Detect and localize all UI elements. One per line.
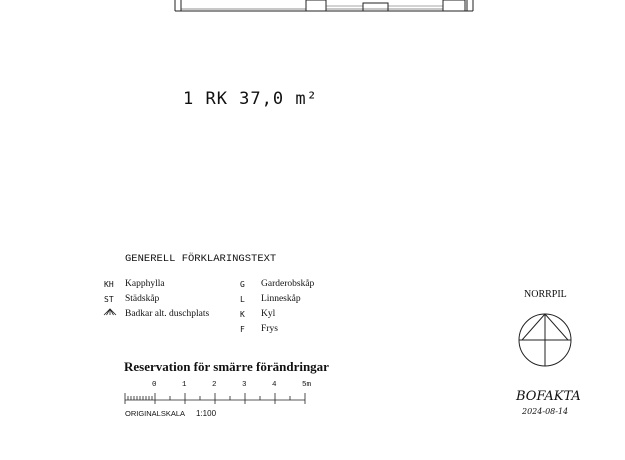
scale-tick-label-2: 2 bbox=[212, 381, 217, 389]
legend-text-frys: Frys bbox=[261, 324, 278, 334]
reservation-note: Reservation för smärre förändringar bbox=[124, 359, 329, 374]
original-scale-label: ORIGINALSKALA bbox=[125, 409, 186, 418]
legend-code-l: L bbox=[240, 295, 245, 304]
scale-tick-label-1: 1 bbox=[182, 381, 187, 389]
original-scale-value: 1:100 bbox=[196, 409, 217, 418]
legend-text-kapphylla: Kapphylla bbox=[125, 279, 165, 289]
legend-text-garderobskap: Garderobskåp bbox=[261, 279, 315, 289]
scale-tick-label-5m: 5m bbox=[302, 381, 312, 389]
brand-date: 2024-08-14 bbox=[522, 407, 569, 416]
legend-code-kh: KH bbox=[104, 280, 114, 289]
scale-tick-label-0: 0 bbox=[152, 381, 157, 389]
legend-title: GENERELL FÖRKLARINGSTEXT bbox=[125, 253, 277, 265]
north-arrow-icon bbox=[516, 312, 574, 368]
brand-logo-text: BOFAKTA bbox=[516, 389, 581, 404]
legend-text-badkar: Badkar alt. duschplats bbox=[125, 309, 210, 319]
legend-code-k: K bbox=[240, 310, 245, 319]
scale-tick-label-4: 4 bbox=[272, 381, 277, 389]
legend-code-f: F bbox=[240, 325, 245, 334]
legend-text-kyl: Kyl bbox=[261, 309, 276, 319]
unit-area-label: 1 RK 37,0 m² bbox=[183, 89, 318, 109]
legend-text-stadskap: Städskåp bbox=[125, 294, 160, 304]
north-arrow-label: NORRPIL bbox=[524, 289, 567, 300]
scale-bar bbox=[120, 390, 320, 406]
legend-text-linneskap: Linneskåp bbox=[261, 294, 301, 304]
scale-tick-label-3: 3 bbox=[242, 381, 247, 389]
legend-code-st: ST bbox=[104, 295, 114, 304]
shower-icon bbox=[103, 307, 117, 317]
floorplan-edge bbox=[0, 0, 625, 16]
legend-code-g: G bbox=[240, 280, 245, 289]
